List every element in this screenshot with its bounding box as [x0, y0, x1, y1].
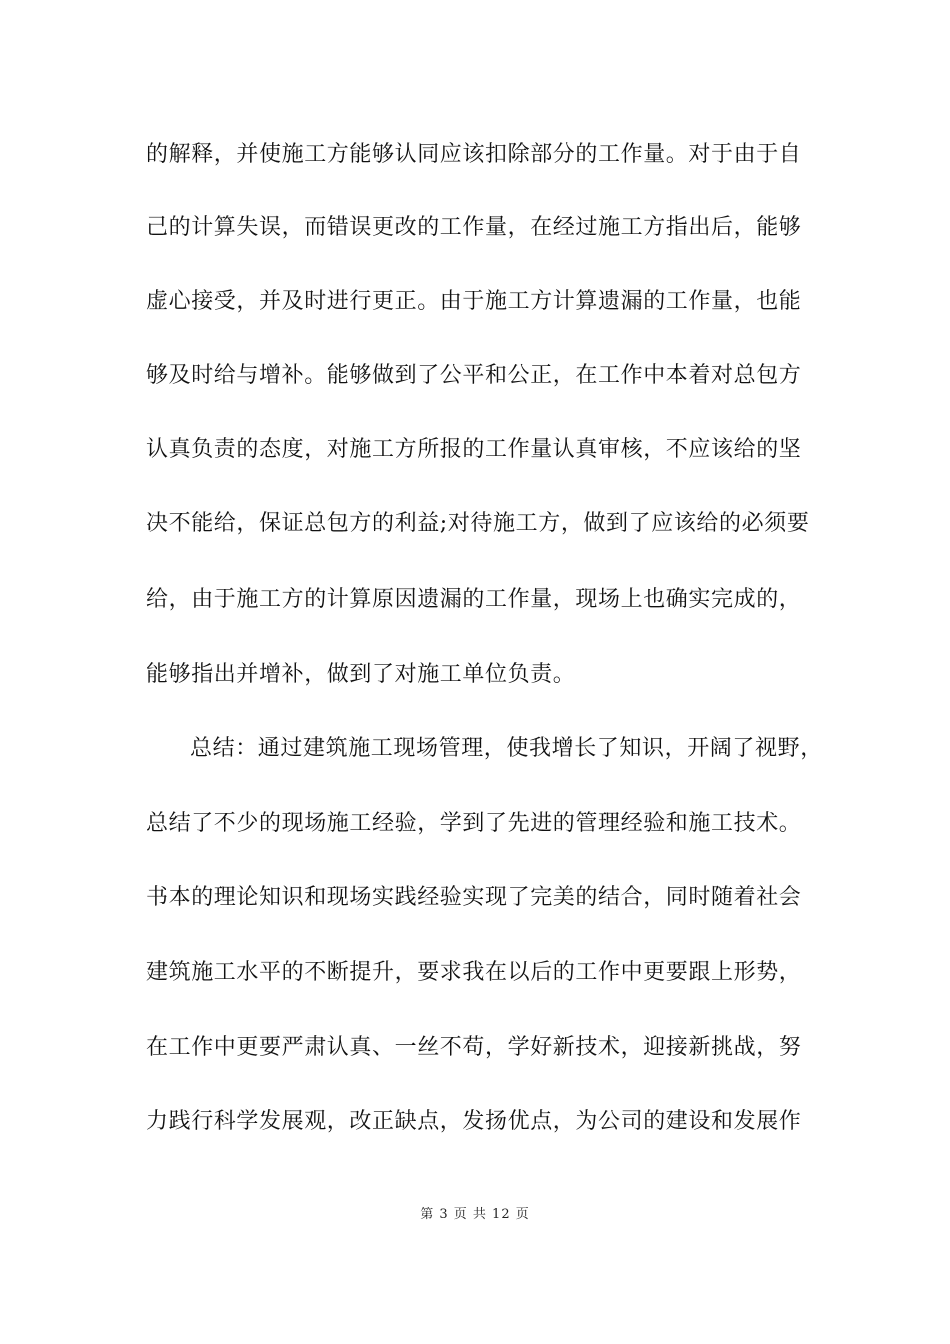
text-line: 己的计算失误，而错误更改的工作量，在经过施工方指出后，能够	[146, 215, 802, 240]
text-line: 够及时给与增补。能够做到了公平和公正，在工作中本着对总包方	[146, 363, 802, 388]
text-line: 给，由于施工方的计算原因遗漏的工作量，现场上也确实完成的，	[146, 587, 802, 612]
text-line: 力践行科学发展观，改正缺点，发扬优点，为公司的建设和发展作	[146, 1109, 802, 1134]
paragraph-first-line: 总结：通过建筑施工现场管理，使我增长了知识，开阔了视野，	[190, 736, 823, 761]
text-line: 决不能给，保证总包方的利益;对待施工方，做到了应该给的必须要	[146, 511, 810, 536]
text-line: 总结了不少的现场施工经验，学到了先进的管理经验和施工技术。	[146, 811, 802, 836]
text-line: 虚心接受，并及时进行更正。由于施工方计算遗漏的工作量，也能	[146, 289, 802, 314]
text-line: 的解释，并使施工方能够认同应该扣除部分的工作量。对于由于自	[146, 142, 802, 167]
page-number-footer: 第 3 页 共 12 页	[420, 1207, 530, 1222]
text-line: 能够指出并增补，做到了对施工单位负责。	[146, 662, 576, 687]
text-line: 建筑施工水平的不断提升，要求我在以后的工作中更要跟上形势，	[146, 960, 802, 985]
text-line: 在工作中更要严肃认真、一丝不苟，学好新技术，迎接新挑战，努	[146, 1035, 802, 1060]
text-line: 书本的理论知识和现场实践经验实现了完美的结合，同时随着社会	[146, 885, 802, 910]
text-line: 认真负责的态度，对施工方所报的工作量认真审核，不应该给的坚	[146, 437, 802, 462]
